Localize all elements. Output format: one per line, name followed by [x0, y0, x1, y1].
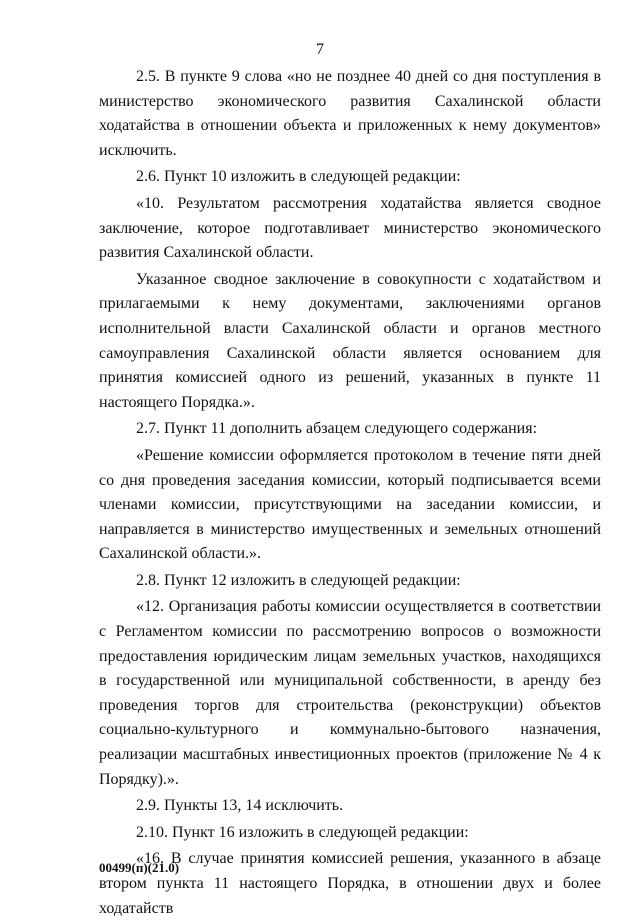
paragraph-2-5: 2.5. В пункте 9 слова «но не позднее 40 дней со дня поступления в министерство экономического развития Сахалинской области ходатайства в отношении объекта и приложенных к нему документов» исключить. [99, 68, 601, 159]
paragraph-commission-decision: «Решение комиссии оформляется протоколом в течение пяти дней со дня проведения заседания комиссии, который подписывается всеми членами комиссии, присутствующими на заседании комиссии, и направляется в министерство имущественных и земельных отношений Сахалинской области.». [99, 446, 601, 563]
paragraph-2-7: 2.7. Пункт 11 дополнить абзацем следующего содержания: [136, 420, 538, 438]
page-number: 7 [316, 41, 324, 58]
paragraph-2-10: 2.10. Пункт 16 изложить в следующей редакции: [136, 823, 469, 841]
paragraph-2-6: 2.6. Пункт 10 изложить в следующей редакции: [136, 168, 461, 186]
paragraph-point-16: «16. В случае принятия комиссией решения, указанного в абзаце втором пункта 11 настоящего Порядка, в отношении двух и более ходатайств [99, 850, 601, 917]
paragraph-point-10: «10. Результатом рассмотрения ходатайства является сводное заключение, которое подготавливает министерство экономического развития Сахалинской области. [99, 194, 601, 262]
paragraph-2-8: 2.8. Пункт 12 изложить в следующей редакции: [136, 571, 461, 589]
document-body [99, 65, 601, 923]
paragraph-summary-conclusion: Указанное сводное заключение в совокупности с ходатайством и прилагаемыми к нему документами, заключениями органов исполнительной власти Сахалинской области и органов местного самоуправления Сахалинской области является основанием для принятия комиссией одного из решений, указанных в пункте 11 настоящего Порядка.». [99, 270, 601, 411]
document-code: 00499(п)(21.0) [99, 860, 180, 875]
paragraph-2-9: 2.9. Пункты 13, 14 исключить. [136, 797, 344, 815]
paragraph-point-12: «12. Организация работы комиссии осуществляется в соответствии с Регламентом комиссии по рассмотрению вопросов о возможности предоставления юридическим лицам земельных участков, находящихся в государственной или муниципальной собственности, в аренду без проведения торгов для строительства (реконструкции) объектов социально-культурного и коммунально-бытового назначения, реализации масштабных инвестиционных проектов (приложение № 4 к Порядку).». [99, 598, 601, 788]
